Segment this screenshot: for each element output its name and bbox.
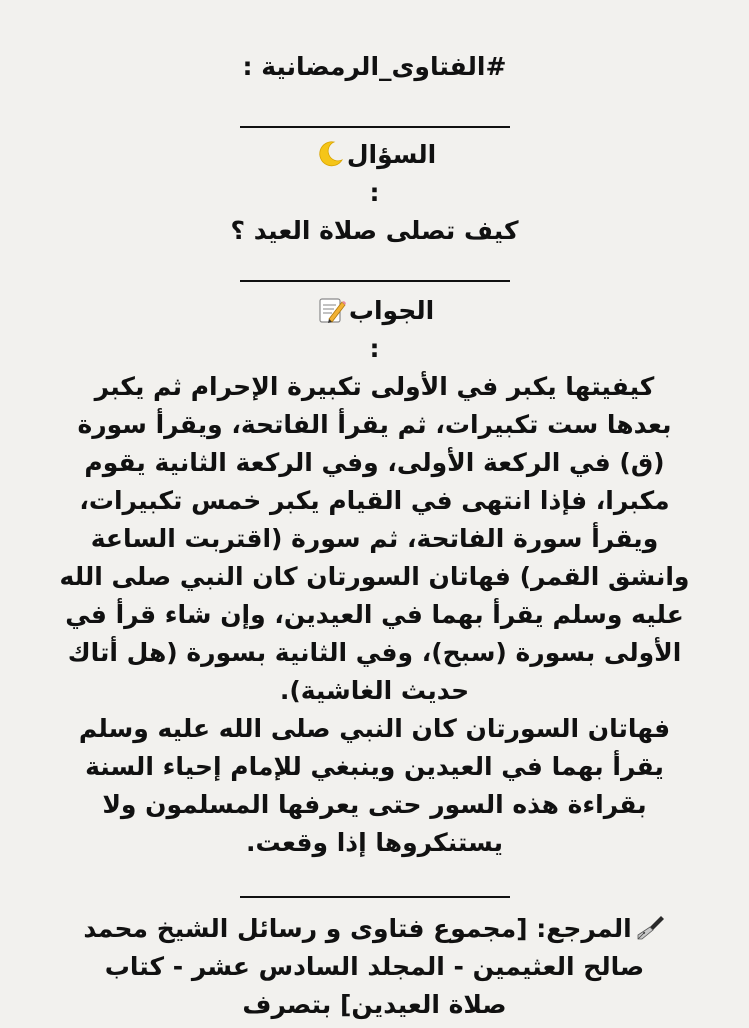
reference-line: [22, 910, 727, 948]
question-colon: :: [369, 178, 380, 207]
answer-line: بعدها ست تكبيرات، ثم يقرأ الفاتحة، ويقرأ سورة: [77, 410, 672, 439]
answer-colon: :: [369, 334, 380, 363]
reference-line: صالح العثيمين - المجلد السادس عشر - كتاب: [104, 952, 645, 981]
answer-line: الأولى بسورة (سبح)، وفي الثانية بسورة (هل أتاك: [67, 638, 682, 667]
answer-line: بقراءة هذه السور حتى يعرفها المسلمون ولا: [102, 790, 647, 819]
fountain-pen-icon: [634, 913, 664, 943]
answer-line: عليه وسلم يقرأ بهما في العيدين، وإن شاء قرأ في: [65, 600, 684, 629]
answer-line: وانشق القمر) فهاتان السورتان كان النبي صلى الله: [59, 562, 690, 591]
memo-pencil-icon: [317, 295, 347, 325]
reference-line: صلاة العيدين] بتصرف: [242, 990, 507, 1019]
reference-line-text: المرجع: [مجموع فتاوى و رسائل الشيخ محمد: [83, 914, 632, 943]
divider-line: [240, 896, 510, 898]
crescent-moon-icon: [315, 139, 345, 169]
divider-line: [240, 280, 510, 282]
hashtag-title: #الفتاوى_الرمضانية :: [242, 52, 507, 81]
answer-line: فهاتان السورتان كان النبي صلى الله عليه وسلم: [78, 714, 671, 743]
reference-block: [22, 910, 727, 1024]
answer-line: (ق) في الركعة الأولى، وفي الركعة الثانية يقوم: [84, 448, 665, 477]
answer-label: [22, 292, 727, 330]
answer-line: كيفيتها يكبر في الأولى تكبيرة الإحرام ثم يكبر: [94, 372, 655, 401]
question-label-text: السؤال: [346, 140, 437, 169]
question-label: [22, 136, 727, 174]
answer-line: يقرأ بهما في العيدين وينبغي للإمام إحياء السنة: [85, 752, 664, 781]
answer-line: مكبرا، فإذا انتهى في القيام يكبر خمس تكبيرات،: [79, 486, 670, 515]
answer-line: يستنكروها إذا وقعت.: [246, 828, 503, 857]
answer-label-text: الجواب: [348, 296, 435, 325]
question-text: كيف تصلى صلاة العيد ؟: [230, 216, 519, 245]
answer-line: ويقرأ سورة الفاتحة، ثم سورة (اقتربت الساعة: [90, 524, 659, 553]
answer-body: [22, 368, 727, 862]
answer-line: حديث الغاشية).: [279, 676, 470, 705]
divider-line: [240, 126, 510, 128]
